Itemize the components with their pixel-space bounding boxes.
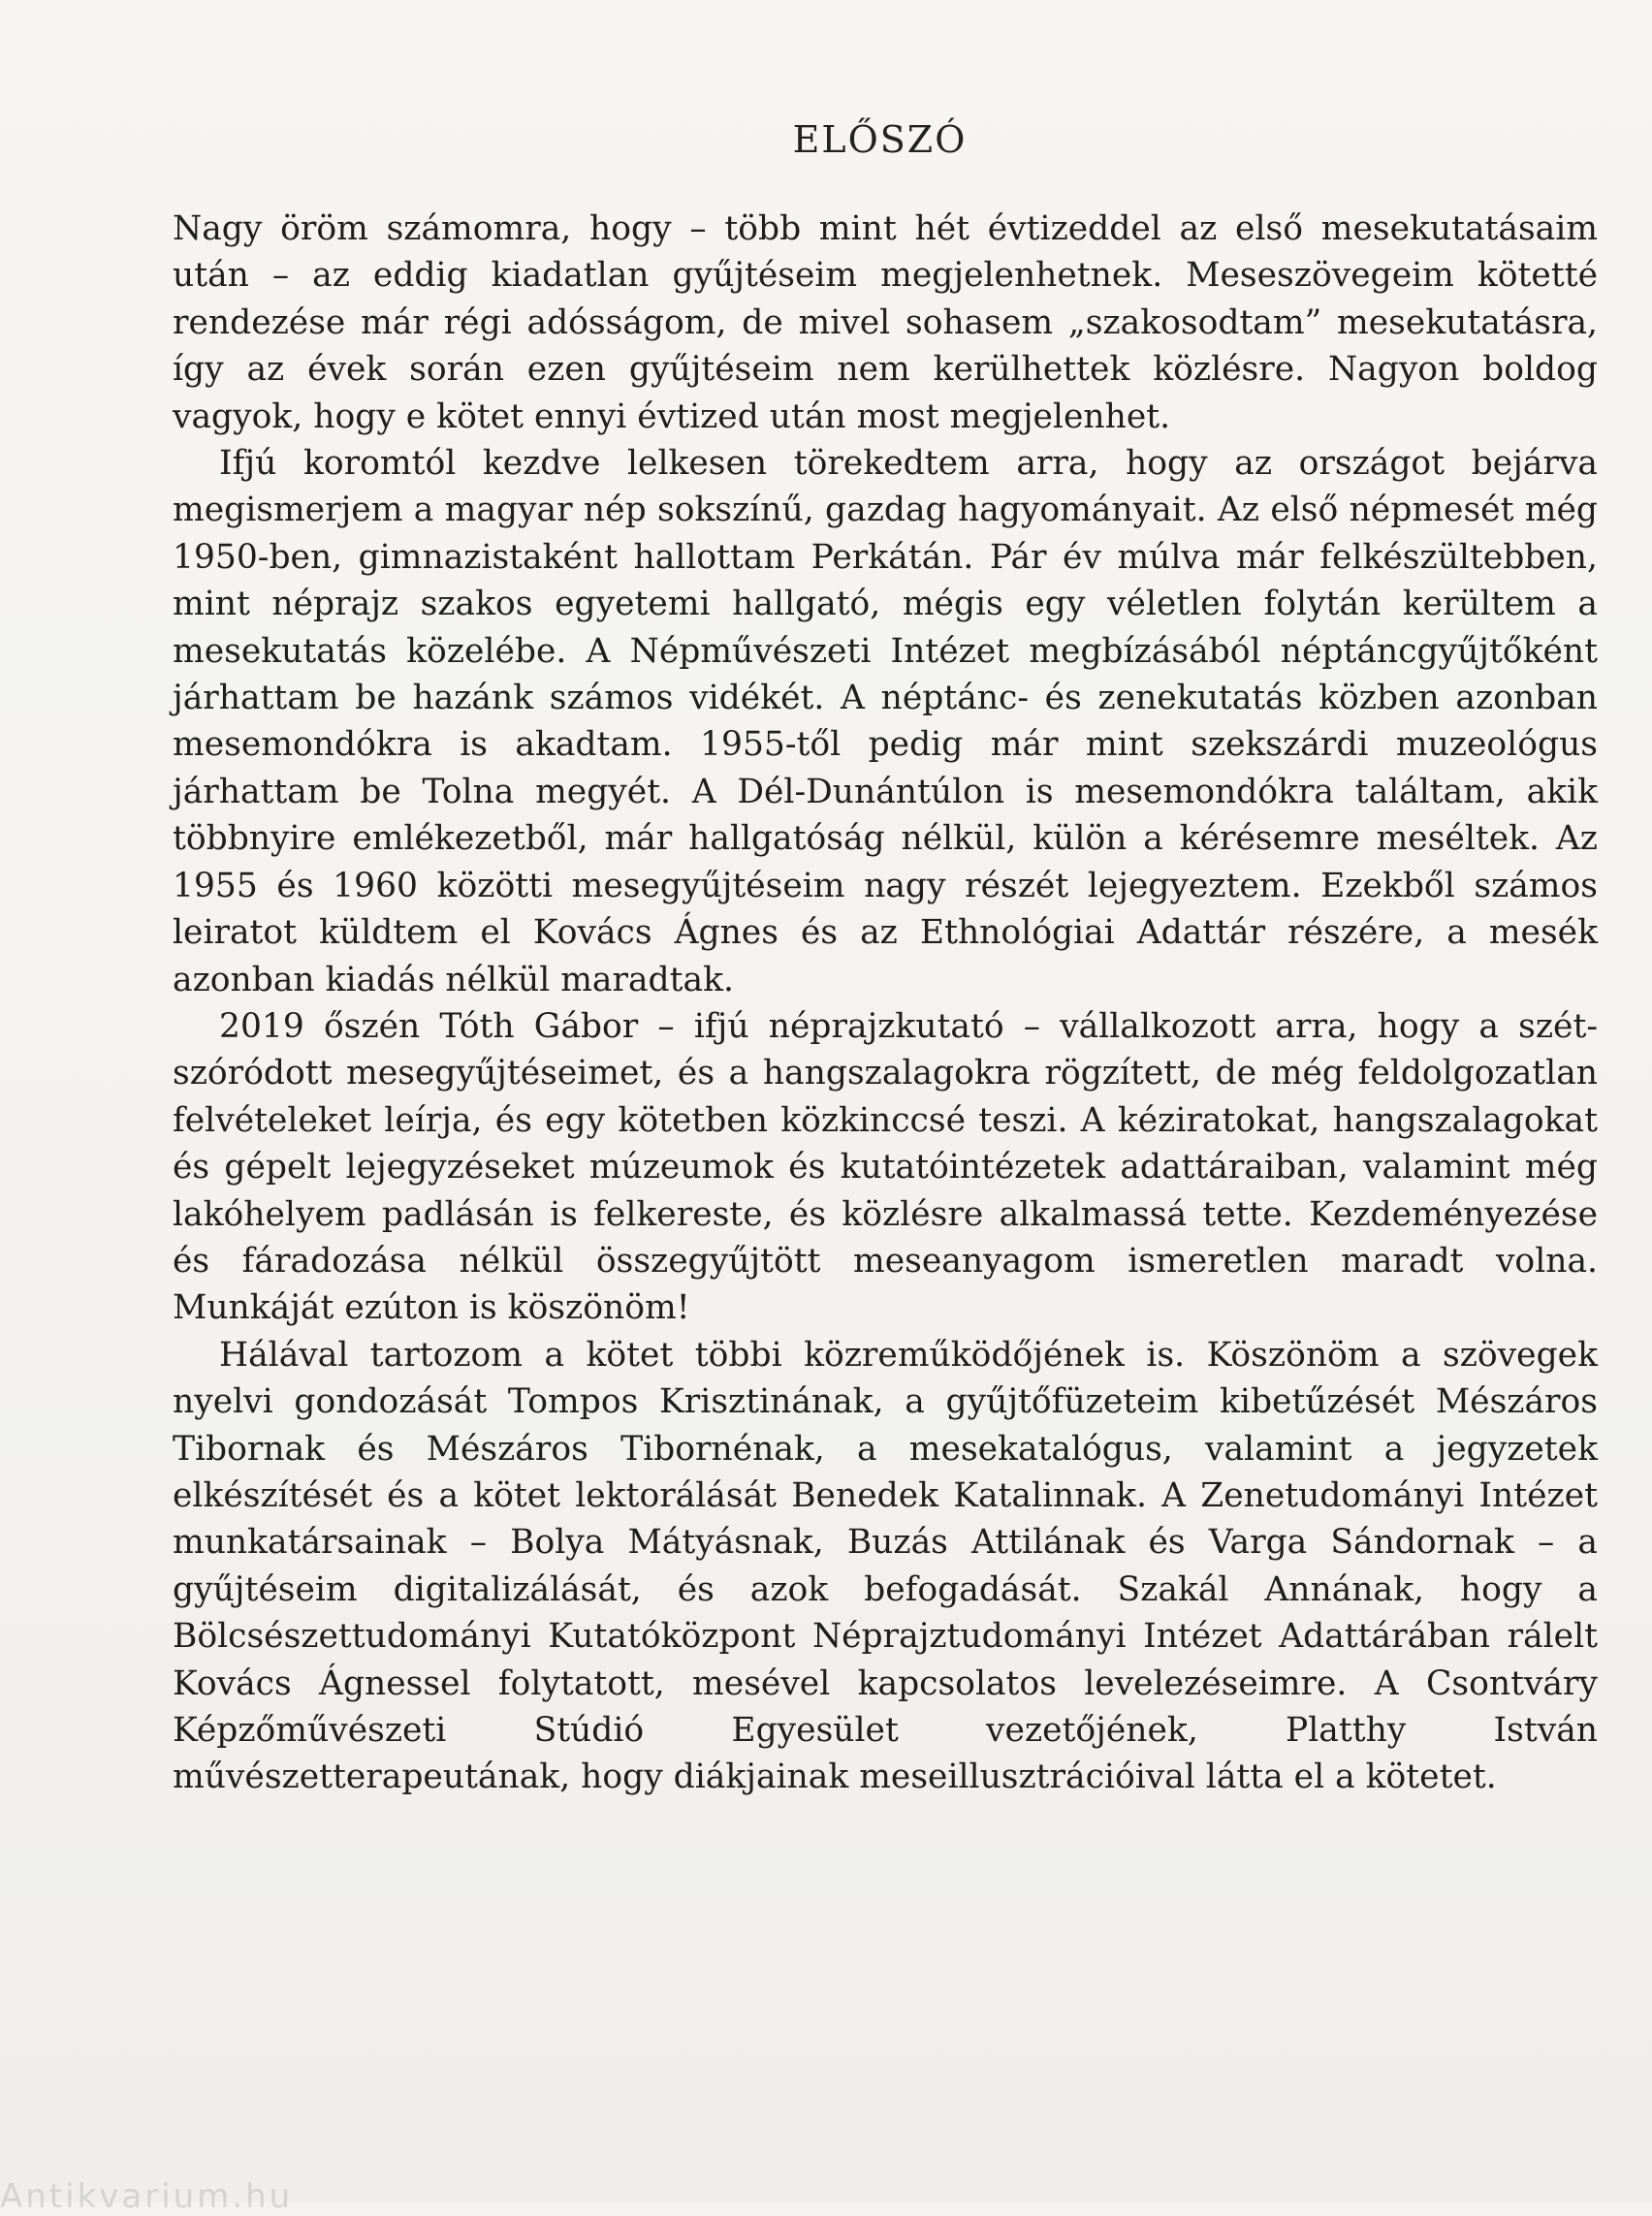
page-title: ELŐSZÓ — [792, 118, 968, 161]
watermark: Antikvarium.hu — [0, 2177, 294, 2216]
body-text — [173, 206, 1598, 1801]
paragraph-2: Ifjú koromtól kezdve lelkesen törekedtem arra, hogy az országot bejárva megismerjem a magyar nép sokszínű, gazdag hagyományait. Az első népmesét még 1950-ben, gimnazistaként hallottam Perkátán. Pár év múlva már felkészültebben, mint néprajz szakos egyetemi hallgató, mégis egy véletlen folytán kerültem a mesekutatás közelébe. A Népművészeti Intézet megbízásából néptáncgyűjtőként járhattam be hazánk számos vidékét. A néptánc- és zenekutatás közben azonban mesemondókra is akadtam. 1955-től pedig már mint szekszárdi muzeológus járhattam be Tolna megyét. A Dél-Dunántúlon is mesemondókra találtam, akik többnyire emlékezetből, már hallgatóság nélkül, külön a kérésemre meséltek. Az 1955 és 1960 közötti mesegyűjtéseim nagy részét lejegyeztem. Ezekből számos leiratot küldtem el Kovács Ágnes és az Ethnológiai Adattár részére, a mesék azonban kiadás nélkül maradtak. — [173, 444, 1598, 999]
paragraph-3: 2019 őszén Tóth Gábor – ifjú néprajzkutató – vállalkozott arra, hogy a szétszóródott mesegyűjtéseimet, és a hangszalagokra rögzített, de még feldolgozatlan felvételeket leírja, és egy kötetben közkinccsé teszi. A kéziratokat, hangszalagokat és gépelt lejegyzéseket múzeumok és kutatóintézetek adattáraiban, valamint még lakóhelyem padlásán is felkereste, és közlésre alkalmassá tette. Kezdeményezése és fáradozása nélkül összegyűjtött meseanyagom ismeretlen maradt volna. Munkáját ezúton is köszönöm! — [173, 1006, 1598, 1328]
paragraph-4: Hálával tartozom a kötet többi közreműködőjének is. Köszönöm a szövegek nyelvi gondozását Tompos Krisztinának, a gyűjtőfüzeteim kibetűzését Mészáros Tibornak és Mészáros Tibornénak, a mesekatalógus, valamint a jegyzetek elkészítését és a kötet lektorálását Benedek Katalinnak. A Zenetudományi Intézet munkatársainak – Bolya Mátyásnak, Buzás Attilának és Varga Sándornak – a gyűjtéseim digitalizálását, és azok befogadását. Szakál Annának, hogy a Bölcsészettudományi Kutatóközpont Néprajztudományi Intézet Adattárában rálelt Kovács Ágnessel folytatott, mesével kapcsolatos levelezéseimre. A Csontváry Képzőművészeti Stúdió Egyesület vezetőjének, Platthy István művészetterapeutának, hogy diákjainak meseillusztrációival látta el a kötetet. — [173, 1335, 1598, 1797]
paragraph-1: Nagy öröm számomra, hogy – több mint hét évtizeddel az első mesekutatásaim után – az eddig kiadatlan gyűjtéseim megjelenhetnek. Meseszövegeim kötetté rendezése már régi adósságom, de mivel sohasem „szakosodtam” mesekutatásra, így az évek során ezen gyűjtéseim nem kerülhettek közlésre. Nagyon boldog vagyok, hogy e kötet ennyi évtized után most megjelenhet. — [173, 209, 1598, 436]
